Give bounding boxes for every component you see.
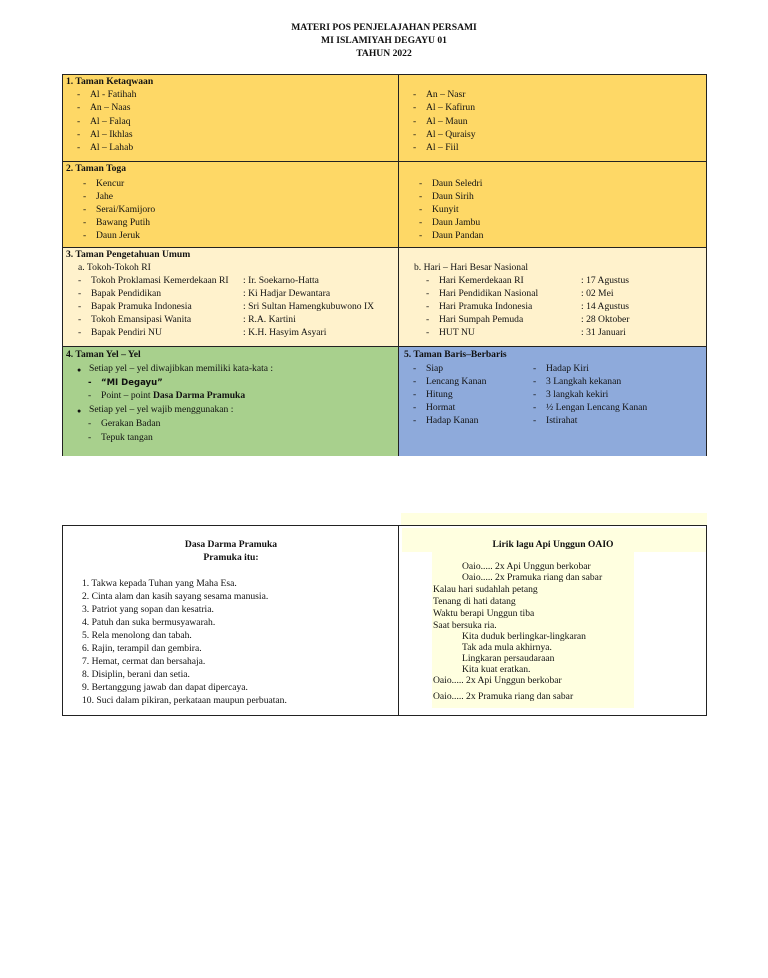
lirik-bg-top: [401, 513, 707, 525]
hari-value: : 14 Agustus: [581, 301, 629, 312]
list-item: - Al – Ikhlas: [90, 129, 133, 141]
list-item: [101, 390, 245, 402]
cell-dasa-darma: [63, 526, 399, 715]
lirik-line: Kita duduk berlingkar-lingkaran: [462, 631, 586, 642]
tokoh-label: - Bapak Pendidikan: [91, 288, 161, 300]
cell-pengetahuan-left: [62, 247, 399, 347]
tokoh-value: : R.A. Kartini: [243, 314, 296, 325]
list-item: - Hadap Kiri: [546, 363, 589, 375]
cell-baris: [398, 346, 707, 456]
heading-toga: 2. Taman Toga: [66, 163, 126, 174]
heading-pengetahuan: 3. Taman Pengetahuan Umum: [66, 249, 191, 260]
lirik-line: Lingkaran persaudaraan: [462, 653, 555, 664]
list-item: ● Setiap yel – yel wajib menggunakan :: [89, 404, 233, 416]
hari-label: - HUT NU: [439, 327, 475, 339]
materi-table: [62, 74, 707, 456]
lirik-title: Lirik lagu Api Unggun OAIO: [492, 539, 614, 550]
cell-lirik: [400, 526, 706, 715]
dasa-darma-item: 2. Cinta alam dan kasih sayang sesama manusia.: [82, 591, 269, 602]
dasa-darma-item: 8. Disiplin, berani dan setia.: [82, 669, 190, 680]
tokoh-value: : Sri Sultan Hamengkubuwono IX: [243, 301, 375, 312]
subheading-hari: b. Hari – Hari Besar Nasional: [414, 262, 529, 273]
hari-label: - Hari Sumpah Pemuda: [439, 314, 523, 326]
list-item: - Al – Lahab: [90, 142, 133, 154]
list-item: - Hitung: [426, 389, 453, 401]
cell-yel: [62, 346, 399, 456]
list-item: - Daun Seledri: [432, 178, 482, 190]
cell-ketaqwaan-right: [398, 74, 707, 162]
list-item: - “MI Degayu”: [101, 377, 163, 389]
lirik-line: Oaio..... 2x Pramuka riang dan sabar: [462, 572, 603, 583]
dasa-darma-item: 4. Patuh dan suka bermusyawarah.: [82, 617, 216, 628]
list-item: - Al – Falaq: [90, 116, 131, 128]
list-item: - An – Naas: [90, 102, 131, 114]
list-item: - Daun Jeruk: [96, 230, 140, 242]
dasa-darma-subtitle: Pramuka itu:: [203, 552, 259, 563]
tokoh-value: : Ki Hadjar Dewantara: [243, 288, 331, 299]
lirik-line: Kita kuat eratkan.: [462, 664, 531, 675]
year: TAHUN 2022: [356, 48, 412, 59]
list-item: - Bawang Putih: [96, 217, 150, 229]
heading-baris: 5. Taman Baris–Berbaris: [404, 349, 507, 360]
list-item: - Serai/Kamijoro: [96, 204, 155, 216]
list-item: - Tepuk tangan: [101, 432, 153, 444]
hari-value: : 02 Mei: [581, 288, 614, 299]
hari-value: : 31 Januari: [581, 327, 626, 338]
yel-point-text: Point – point: [101, 390, 153, 401]
dasa-darma-item: 6. Rajin, terampil dan gembira.: [82, 643, 202, 654]
hari-value: : 17 Agustus: [581, 275, 629, 286]
doc-title: MATERI POS PENJELAJAHAN PERSAMI: [291, 22, 477, 33]
list-item: - Kunyit: [432, 204, 459, 216]
lirik-line: Kalau hari sudahlah petang: [433, 584, 538, 595]
list-item: - 3 langkah kekiri: [546, 389, 608, 401]
cell-ketaqwaan-left: [62, 74, 399, 162]
cell-toga-left: [62, 161, 399, 248]
dasa-darma-item: 5. Rela menolong dan tabah.: [82, 630, 192, 641]
list-item: - Daun Jambu: [432, 217, 480, 229]
list-item: - Daun Pandan: [432, 230, 483, 242]
school-name: MI ISLAMIYAH DEGAYU 01: [321, 35, 447, 46]
dasa-darma-title: Dasa Darma Pramuka: [184, 539, 278, 550]
list-item: - Al – Kafirun: [426, 102, 475, 114]
list-item: - Al – Quraisy: [426, 129, 476, 141]
dasa-darma-item: 7. Hemat, cermat dan bersahaja.: [82, 656, 206, 667]
hari-label: - Hari Pramuka Indonesia: [439, 301, 532, 313]
list-item: - Lencang Kanan: [426, 376, 486, 388]
lirik-line: Tenang di hati datang: [433, 596, 516, 607]
tokoh-label: - Bapak Pendiri NU: [91, 327, 162, 339]
lirik-line: Oaio..... 2x Api Unggun berkobar: [462, 561, 591, 572]
lirik-line: Oaio..... 2x Pramuka riang dan sabar: [433, 691, 574, 702]
dasa-darma-item: 3. Patriot yang sopan dan kesatria.: [82, 604, 214, 615]
list-item: ● Setiap yel – yel diwajibkan memiliki kata-kata :: [89, 363, 273, 375]
lirik-line: Saat bersuka ria.: [433, 620, 497, 631]
list-item: - Al – Fiil: [426, 142, 459, 154]
list-item: - Al – Maun: [426, 116, 468, 128]
heading-yel: 4. Taman Yel – Yel: [66, 349, 141, 360]
list-item: - ½ Lengan Lencang Kanan: [546, 402, 647, 414]
tokoh-label: - Tokoh Emansipasi Wanita: [91, 314, 191, 326]
list-item: - Al - Fatihah: [90, 89, 136, 101]
subheading-tokoh: a. Tokoh-Tokoh RI: [78, 262, 151, 273]
cell-toga-right: [398, 161, 707, 248]
hari-label: - Hari Kemerdekaan RI: [439, 275, 524, 287]
list-item: - Gerakan Badan: [101, 418, 160, 430]
list-item: - Kencur: [96, 178, 124, 190]
lirik-line: Oaio..... 2x Api Unggun berkobar: [433, 675, 562, 686]
hari-value: : 28 Oktober: [581, 314, 630, 325]
list-item: - Daun Sirih: [432, 191, 474, 203]
yel-point-bold: Dasa Darma Pramuka: [152, 390, 246, 401]
tokoh-value: : K.H. Hasyim Asyari: [243, 327, 327, 338]
heading-ketaqwaan: 1. Taman Ketaqwaan: [66, 76, 154, 87]
bottom-table: [62, 525, 707, 716]
tokoh-label: - Tokoh Proklamasi Kemerdekaan RI: [91, 275, 229, 287]
dasa-darma-item: 9. Bertanggung jawab dan dapat dipercaya.: [82, 682, 248, 693]
list-item: - 3 Langkah kekanan: [546, 376, 621, 388]
list-item: - Siap: [426, 363, 443, 375]
list-item: - An – Nasr: [426, 89, 465, 101]
list-item: - Hormat: [426, 402, 455, 414]
hari-label: - Hari Pendidikan Nasional: [439, 288, 538, 300]
cell-pengetahuan-right: [398, 247, 707, 347]
lirik-line: Tak ada mula akhirnya.: [462, 642, 552, 653]
list-item: - Jahe: [96, 191, 113, 203]
dasa-darma-item: 1. Takwa kepada Tuhan yang Maha Esa.: [82, 578, 237, 589]
lirik-line: Waktu berapi Unggun tiba: [433, 608, 535, 619]
list-item: - Istirahat: [546, 415, 577, 427]
tokoh-value: : Ir. Soekarno-Hatta: [243, 275, 319, 286]
dasa-darma-item: 10. Suci dalam pikiran, perkataan maupun perbuatan.: [82, 695, 287, 706]
list-item: - Hadap Kanan: [426, 415, 478, 427]
tokoh-label: - Bapak Pramuka Indonesia: [91, 301, 192, 313]
